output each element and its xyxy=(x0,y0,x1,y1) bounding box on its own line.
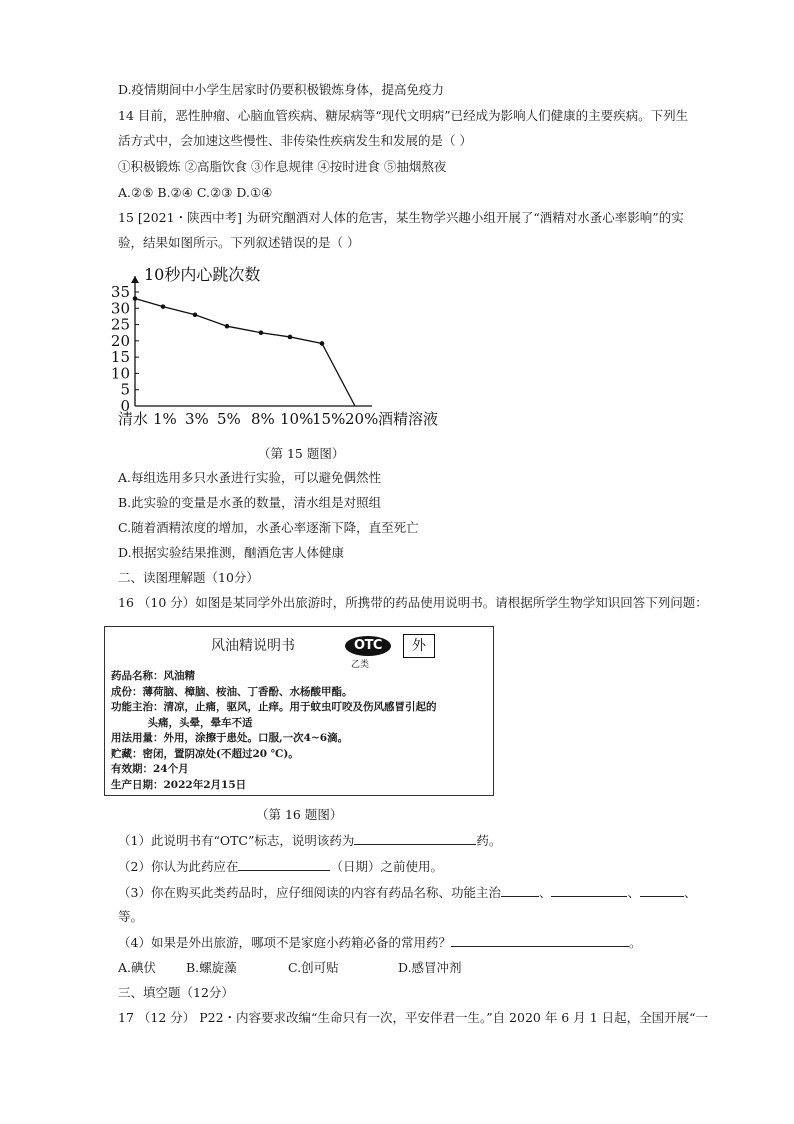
q16-sub1-text: （1）此说明书有“OTC”标志，说明该药为 xyxy=(118,833,355,848)
section-2-title: 二、读图理解题（10分） xyxy=(118,570,259,585)
answer-blank-2[interactable] xyxy=(238,857,330,871)
q16-sub3-tail: 等。 xyxy=(118,909,144,924)
q16-sub4-tail: 。 xyxy=(628,935,642,950)
y-tick-label: 0 xyxy=(120,397,130,415)
info-line: 功能主治：清凉，止痛，驱风，止痒。用于蚊虫叮咬及伤风感冒引起的 xyxy=(111,701,437,713)
instructions-title: 风油精说明书 xyxy=(211,638,295,654)
x-tick-label: 3% xyxy=(185,410,209,428)
answer-blank-4[interactable] xyxy=(451,933,629,947)
info-line: 用法用量：外用，涂擦于患处。口服,一次4~6滴。 xyxy=(111,732,349,744)
q15-option-b: B.此实验的变量是水蚤的数量，清水组是对照组 xyxy=(118,495,382,510)
section-3-title: 三、填空题（12分） xyxy=(118,985,234,1000)
q16-sub4-text: （4）如果是外出旅游，哪项不是家庭小药箱必备的常用药？ xyxy=(118,935,451,950)
heart-rate-chart xyxy=(110,262,470,432)
answer-blank-3b[interactable] xyxy=(551,883,627,897)
info-line: 头痛，头晕，晕车不适 xyxy=(111,716,253,729)
q14-options: A.②⑤ B.②④ C.②③ D.①④ xyxy=(118,185,273,200)
q16-option-c: C.创可贴 xyxy=(288,960,339,975)
data-point xyxy=(161,304,166,309)
q15-option-a: A.每组选用多只水蚤进行实验，可以避免偶然性 xyxy=(118,470,382,485)
q15-stem-line2: 验，结果如图所示。下列叙述错误的是（ ） xyxy=(118,235,360,250)
q13-option-d: D.疫情期间中小学生居家时仍要积极锻炼身体，提高免疫力 xyxy=(118,82,445,97)
q16-sub1-tail: 药。 xyxy=(476,833,502,848)
otc-class-label: 乙类 xyxy=(351,660,370,670)
instructions-text xyxy=(111,669,437,793)
q14-choices: ①积极锻炼 ②高脂饮食 ③作息规律 ④按时进食 ⑤抽烟熬夜 xyxy=(118,159,447,174)
y-tick-label: 25 xyxy=(110,315,130,334)
chart-title: 10秒内心跳次数 xyxy=(144,265,261,284)
q16-option-d: D.感冒冲剂 xyxy=(398,960,462,975)
answer-blank-1[interactable] xyxy=(354,831,476,845)
q16-sub4 xyxy=(118,933,641,952)
x-tick-label: 8% xyxy=(251,410,275,428)
info-line: 生产日期：2022年2月15日 xyxy=(111,778,247,791)
q16-figure-caption: （第 16 题图） xyxy=(256,807,343,822)
q14-stem-line2: 活方式中，会加速这些慢性、非传染性疾病发生和发展的是（ ） xyxy=(118,133,472,148)
y-tick-label: 20 xyxy=(110,331,130,350)
q16-stem: 16 （10 分）如图是某同学外出旅游时，所携带的药品使用说明书。请根据所学生物学知识回答下列问题： xyxy=(118,595,708,610)
q14-stem-line1: 14 目前，恶性肿瘤、心脑血管疾病、糖尿病等“现代文明病”已经成为影响人们健康的主要疾病。下列生 xyxy=(118,108,689,123)
data-point xyxy=(193,313,198,318)
q16-sub3 xyxy=(118,883,697,902)
y-tick-label: 10 xyxy=(110,364,130,383)
info-line: 有效期：24个月 xyxy=(111,763,189,775)
q16-option-b: B.螺旋藻 xyxy=(186,960,237,975)
data-point xyxy=(133,296,138,301)
info-line: 成份：薄荷脑、樟脑、桉油、丁香酚、水杨酸甲酯。 xyxy=(111,685,353,698)
answer-blank-3a[interactable] xyxy=(501,883,539,897)
q17-stem: 17 （12 分） P22・内容要求改编“生命只有一次，平安伴君一生。”自 2020 年 6 月 1 日起，全国开展“一 xyxy=(118,1010,709,1025)
separator: 、 xyxy=(538,885,552,900)
separator: 、 xyxy=(627,885,640,900)
data-point xyxy=(288,335,293,340)
data-point xyxy=(259,330,264,335)
otc-badge: OTC xyxy=(345,636,391,656)
q16-sub1 xyxy=(118,831,501,850)
data-point xyxy=(225,324,230,329)
external-use-mark: 外 xyxy=(403,634,435,658)
answer-blank-3c[interactable] xyxy=(640,883,684,897)
y-tick-label: 35 xyxy=(110,283,130,301)
info-line: 药品名称：风油精 xyxy=(111,670,195,682)
y-tick-label: 15 xyxy=(110,348,130,367)
y-axis-arrow xyxy=(131,276,139,283)
q15-figure-caption: （第 15 题图） xyxy=(258,446,345,461)
q15-option-c: C.随着酒精浓度的增加，水蚤心率逐渐下降，直至死亡 xyxy=(118,520,419,535)
x-tick-label: 10% xyxy=(280,410,314,428)
y-tick-label: 30 xyxy=(110,299,130,318)
x-tick-label: 清水 xyxy=(118,410,149,428)
q16-sub2 xyxy=(118,857,443,876)
x-tick-label: 1% xyxy=(153,410,177,428)
data-point xyxy=(320,341,325,346)
q16-sub3-text: （3）你在购买此类药品时，应仔细阅读的内容有药品名称、功能主治 xyxy=(118,885,501,900)
x-axis-label: 酒精溶液 xyxy=(378,410,439,428)
info-line: 贮藏：密闭，置阴凉处(不超过20 ℃)。 xyxy=(111,747,299,760)
x-tick-label: 20% xyxy=(345,410,379,428)
data-series-line xyxy=(135,299,355,406)
y-tick-label: 5 xyxy=(120,380,130,399)
x-tick-label: 5% xyxy=(217,410,241,428)
q16-option-a: A.碘伏 xyxy=(118,960,157,975)
q15-stem-line1: 15 [2021・陕西中考] 为研究酗酒对人体的危害，某生物学兴趣小组开展了“酒精对水蚤心率影响”的实 xyxy=(118,210,684,225)
separator: 、 xyxy=(684,885,697,900)
medicine-instructions-box xyxy=(104,626,494,796)
x-tick-label: 15% xyxy=(312,410,346,428)
q15-option-d: D.根据实验结果推测，酗酒危害人体健康 xyxy=(118,545,345,560)
q16-sub2-tail: （日期）之前使用。 xyxy=(330,859,443,874)
q16-sub2-text: （2）你认为此药应在 xyxy=(118,859,239,874)
